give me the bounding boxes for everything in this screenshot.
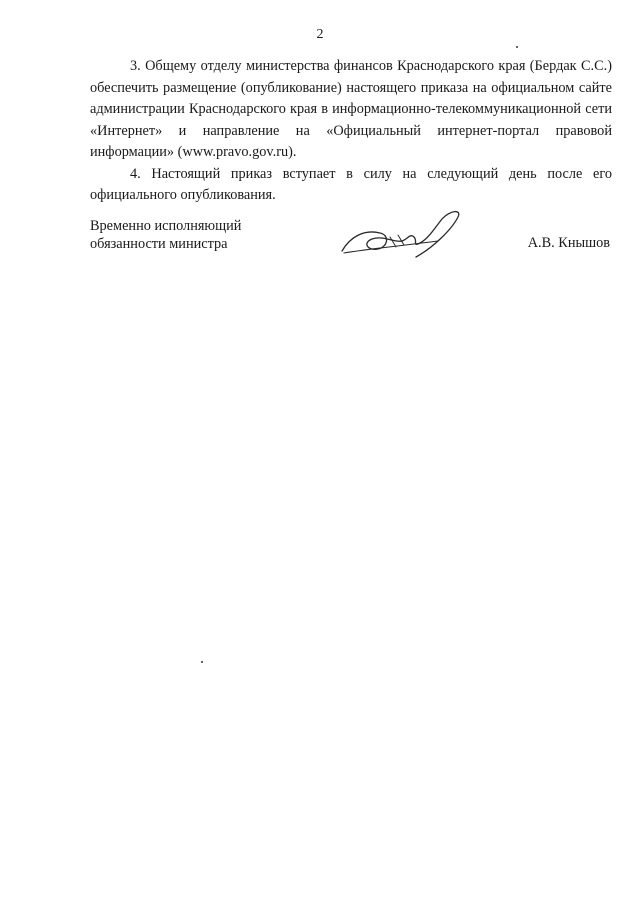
signatory-title-line-1: Временно исполняющий [90, 218, 242, 234]
document-body [90, 56, 612, 207]
paragraph-3: 3. Общему отделу министерства финансов Краснодарского края (Бердак С.С.) обеспечить размещение (опубликование) настоящего приказа на официальном сайте администрации Краснодарского края в информационно-телекоммуникационной сети «Интернет» и направление на «Официальный интернет-портал правовой информации» (www.pravo.gov.ru). [90, 58, 612, 160]
scan-speck [201, 661, 203, 663]
signatory-name: А.В. Кнышов [527, 235, 610, 251]
page-number: 2 [316, 27, 324, 42]
handwritten-signature [338, 207, 468, 262]
signatory-title [90, 217, 241, 253]
paragraph-4: 4. Настоящий приказ вступает в силу на следующий день после его официального опубликования. [90, 165, 612, 203]
signatory-title-line-2: обязанности министра [90, 236, 228, 252]
scan-speck [516, 46, 518, 48]
